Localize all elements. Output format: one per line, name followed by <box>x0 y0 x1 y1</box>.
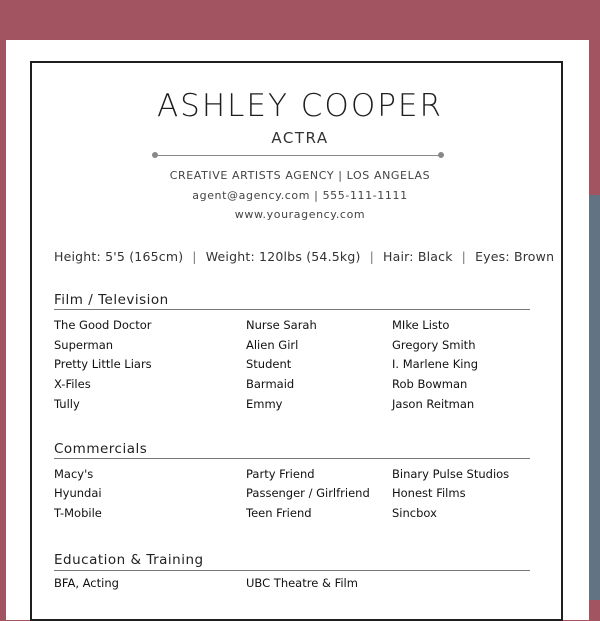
agency-line: CREATIVE ARTISTS AGENCY | LOS ANGELAS <box>169 169 431 182</box>
actor-name: ASHLEY COOPER <box>156 88 444 124</box>
credit-role: Emmy <box>246 397 283 411</box>
stat-separator: | <box>369 249 374 264</box>
credit-role: Student <box>246 357 292 371</box>
credit-project: Hyundai <box>54 486 102 500</box>
credit-row <box>0 377 600 395</box>
credit-row <box>0 486 600 504</box>
stat-height: Height: 5'5 (165cm) <box>54 249 184 264</box>
credit-row <box>0 467 600 485</box>
stat-separator: | <box>461 249 467 264</box>
credit-row <box>0 338 600 356</box>
section-divider <box>54 570 530 571</box>
training-degree: BFA, Acting <box>54 576 119 590</box>
credit-project: Superman <box>54 338 114 352</box>
section-title-education: Education & Training <box>54 552 204 568</box>
header-divider <box>156 155 440 156</box>
stat-separator: | <box>192 249 197 264</box>
credit-role: Teen Friend <box>246 506 312 520</box>
stat-eyes: Eyes: Brown <box>475 249 555 264</box>
contact-line: agent@agency.com | 555-111-1111 <box>192 189 408 202</box>
credit-director: Binary Pulse Studios <box>392 467 510 481</box>
credit-role: Alien Girl <box>246 338 299 352</box>
credit-director: Honest Films <box>392 486 466 500</box>
credit-project: X-Files <box>54 377 91 391</box>
credit-project: T-Mobile <box>54 506 102 520</box>
training-school: UBC Theatre & Film <box>246 576 358 590</box>
credit-row <box>0 506 600 524</box>
section-divider <box>54 458 530 459</box>
credit-director: I. Marlene King <box>392 357 479 371</box>
credit-project: Tully <box>54 397 80 411</box>
credit-director: Gregory Smith <box>392 338 476 352</box>
credit-row <box>0 576 600 594</box>
union-affiliation: ACTRA <box>271 129 329 147</box>
stat-weight: Weight: 120lbs (54.5kg) <box>205 249 361 264</box>
credit-role: Passenger / Girlfriend <box>246 486 370 500</box>
credit-director: Sincbox <box>392 506 437 520</box>
website-link[interactable]: www.youragency.com <box>234 208 366 221</box>
credit-row <box>0 318 600 336</box>
credit-director: MIke Listo <box>392 318 450 332</box>
credit-row <box>0 357 600 375</box>
credit-project: Macy's <box>54 467 94 481</box>
physical-stats <box>54 249 555 264</box>
section-title-commercials: Commercials <box>54 441 148 457</box>
credit-role: Barmaid <box>246 377 295 391</box>
credit-role: Party Friend <box>246 467 315 481</box>
section-divider <box>54 309 530 310</box>
credit-director: Jason Reitman <box>392 397 475 411</box>
credit-project: The Good Doctor <box>54 318 152 332</box>
credit-row <box>0 397 600 415</box>
divider-dot-right <box>438 152 444 158</box>
stat-hair: Hair: Black <box>383 249 453 264</box>
credit-role: Nurse Sarah <box>246 318 317 332</box>
credit-director: Rob Bowman <box>392 377 468 391</box>
section-title-film: Film / Television <box>54 292 169 308</box>
credit-project: Pretty Little Liars <box>54 357 152 371</box>
